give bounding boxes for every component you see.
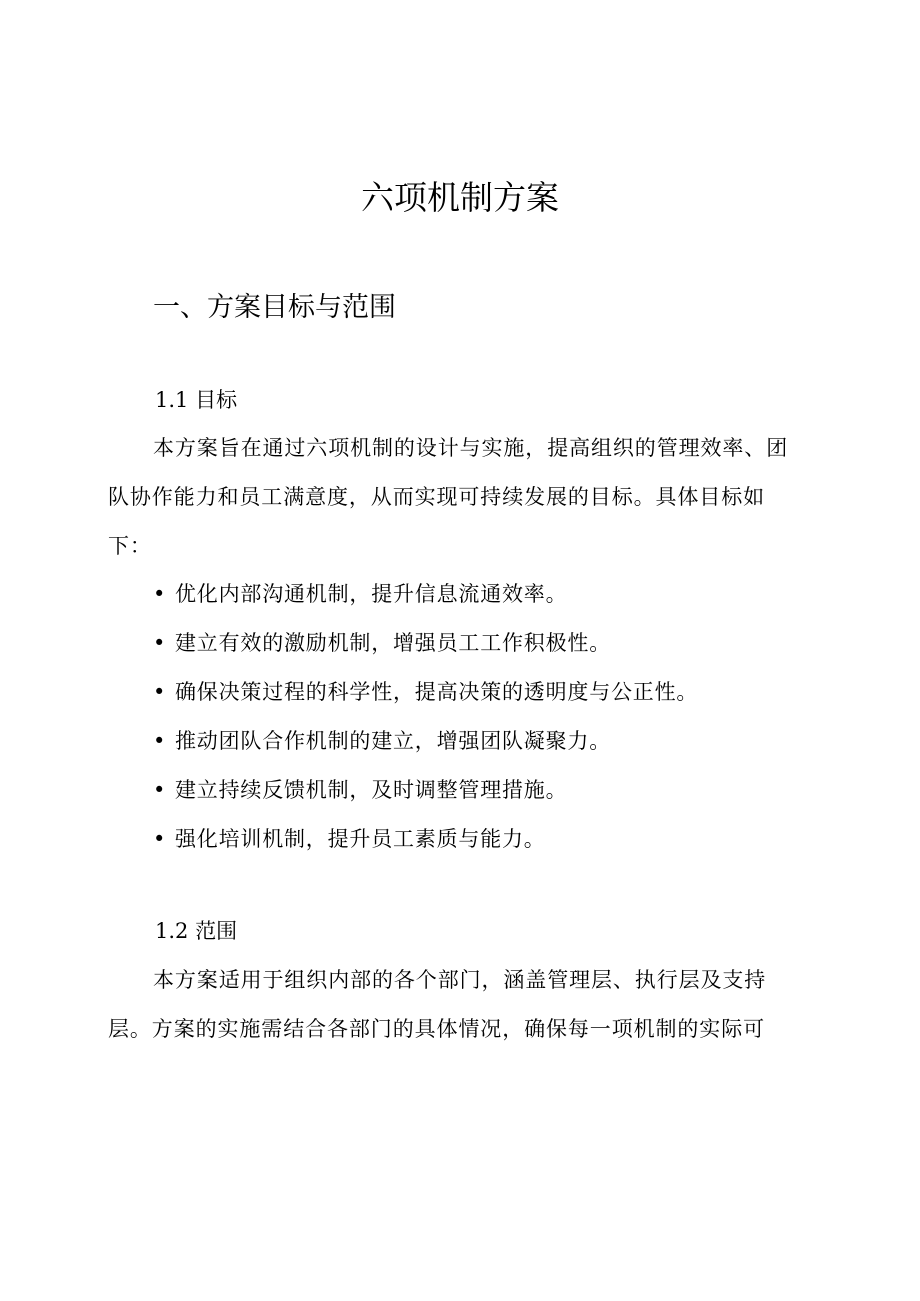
bullet-icon: • xyxy=(153,631,167,655)
list-item-text: 建立持续反馈机制，及时调整管理措施。 xyxy=(175,778,568,802)
list-item-text: 推动团队合作机制的建立，增强团队凝聚力。 xyxy=(175,729,611,753)
bullet-icon: • xyxy=(153,729,167,753)
bullet-icon: • xyxy=(153,680,167,704)
list-item-text: 建立有效的激励机制，增强员工工作积极性。 xyxy=(175,631,611,655)
subsection-heading-scope: 1.2 范围 xyxy=(155,919,238,943)
page-title: 六项机制方案 xyxy=(361,178,559,217)
goals-bullet-list xyxy=(153,572,698,866)
bullet-icon: • xyxy=(153,778,167,802)
section-heading-goals-scope: 一、方案目标与范围 xyxy=(153,292,396,323)
list-item xyxy=(153,621,698,670)
list-item xyxy=(153,572,698,621)
subsection-heading-goals: 1.1 目标 xyxy=(155,388,238,412)
list-item-text: 强化培训机制，提升员工素质与能力。 xyxy=(175,827,546,851)
bullet-icon: • xyxy=(153,582,167,606)
bullet-icon: • xyxy=(153,827,167,851)
scope-paragraph: 本方案适用于组织内部的各个部门，涵盖管理层、执行层及支持层。方案的实施需结合各部门的具体情况，确保每一项机制的实际可 xyxy=(108,968,767,1041)
list-item xyxy=(153,670,698,719)
goals-paragraph: 本方案旨在通过六项机制的设计与实施，提高组织的管理效率、团队协作能力和员工满意度，从而实现可持续发展的目标。具体目标如下： xyxy=(108,436,789,558)
list-item xyxy=(153,768,698,817)
list-item-text: 确保决策过程的科学性，提高决策的透明度与公正性。 xyxy=(175,680,699,704)
list-item xyxy=(153,817,698,866)
list-item-text: 优化内部沟通机制，提升信息流通效率。 xyxy=(175,582,568,606)
list-item xyxy=(153,719,698,768)
